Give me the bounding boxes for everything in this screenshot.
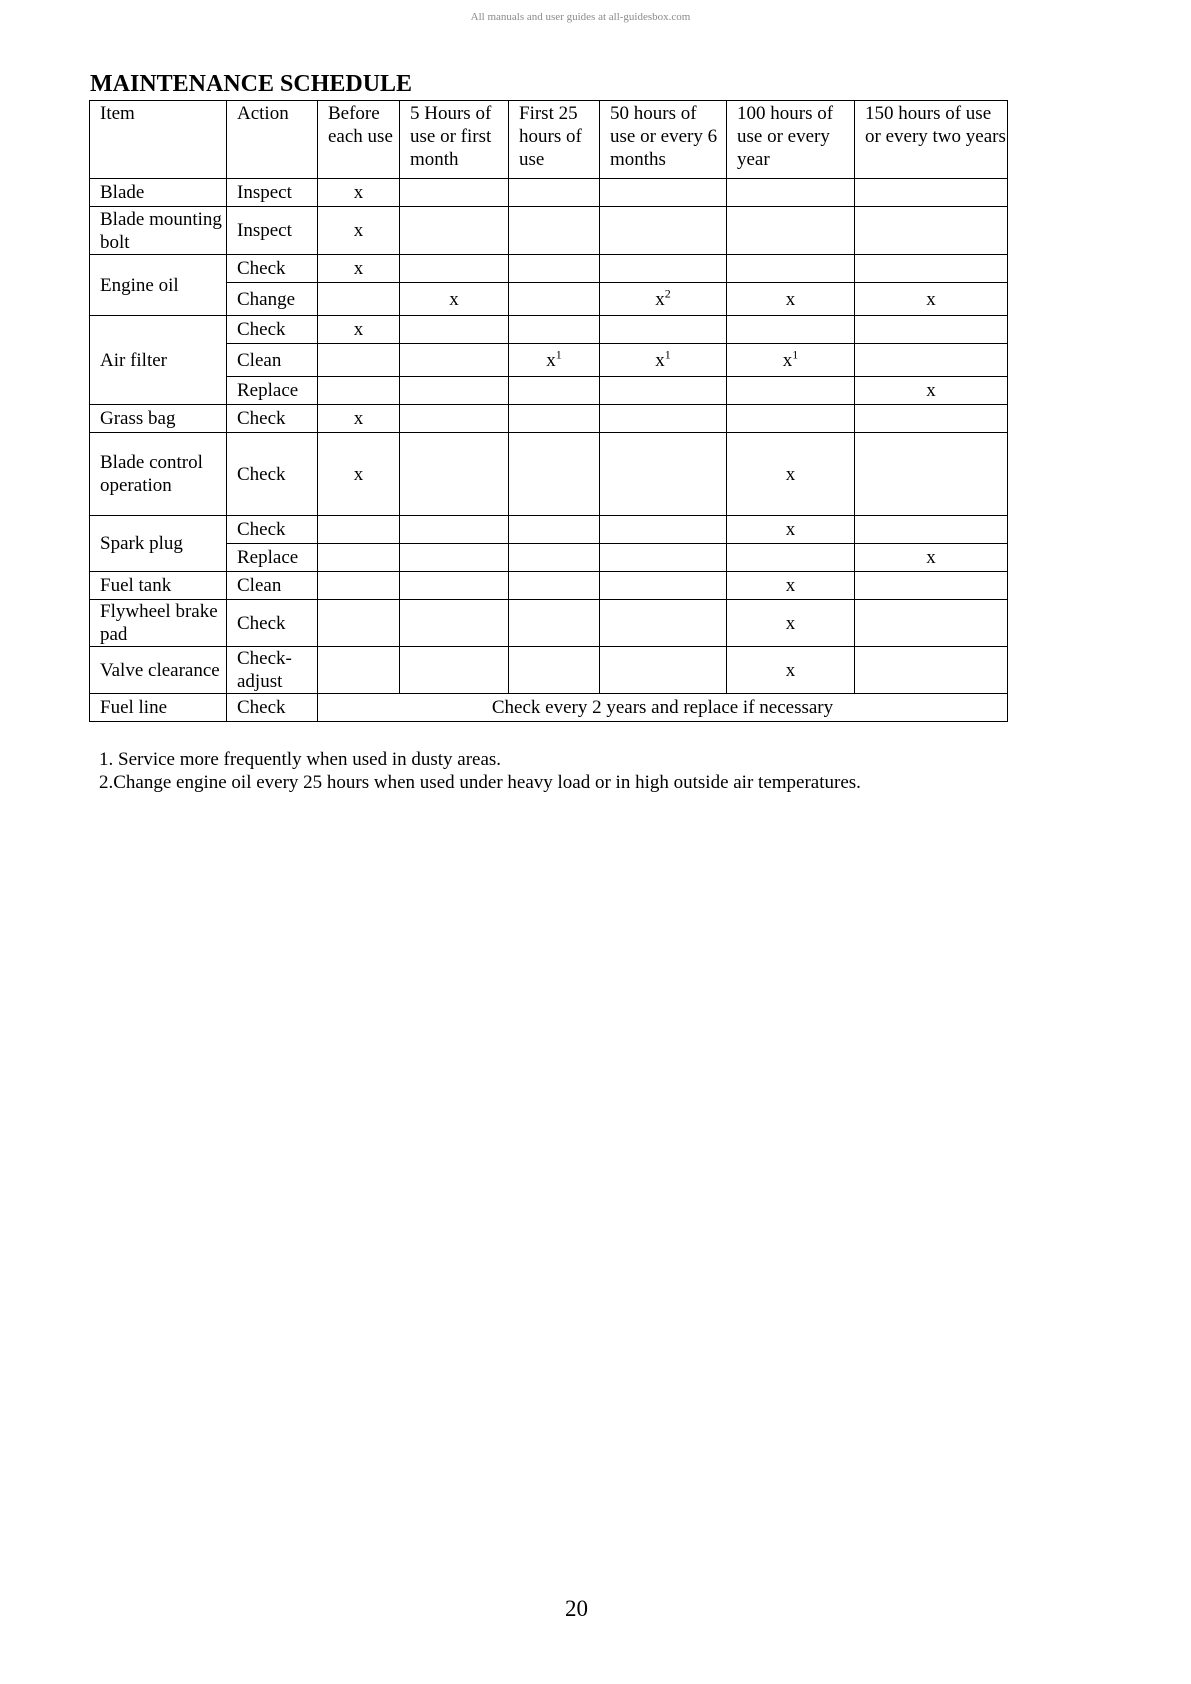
- mark-text: x: [655, 349, 665, 371]
- header-first-25-hours: First 25 hours of use: [509, 101, 600, 179]
- empty-cell: [509, 316, 600, 344]
- empty-cell: [400, 516, 509, 544]
- empty-cell: [855, 405, 1008, 433]
- empty-cell: [318, 647, 400, 694]
- empty-cell: [509, 544, 600, 572]
- empty-cell: [600, 572, 727, 600]
- table-row: [90, 344, 1008, 377]
- empty-cell: [509, 283, 600, 316]
- empty-cell: [400, 647, 509, 694]
- empty-cell: [855, 255, 1008, 283]
- mark-cell: x: [318, 316, 400, 344]
- empty-cell: [600, 405, 727, 433]
- table-row: [90, 600, 1008, 647]
- mark-text: x: [782, 349, 793, 371]
- empty-cell: [318, 516, 400, 544]
- empty-cell: [400, 344, 509, 377]
- empty-cell: [600, 377, 727, 405]
- empty-cell: [727, 544, 855, 572]
- empty-cell: [855, 572, 1008, 600]
- item-cell: Fuel line: [90, 694, 227, 722]
- empty-cell: [600, 600, 727, 647]
- item-cell: Air filter: [90, 316, 227, 405]
- header-before-each-use: Before each use: [318, 101, 400, 179]
- header-row: [90, 101, 1008, 179]
- mark-text: x: [546, 349, 556, 371]
- empty-cell: [600, 516, 727, 544]
- empty-cell: [855, 179, 1008, 207]
- item-cell: Fuel tank: [90, 572, 227, 600]
- empty-cell: [400, 255, 509, 283]
- table-row: [90, 255, 1008, 283]
- action-cell: Replace: [227, 544, 318, 572]
- action-cell: Clean: [227, 572, 318, 600]
- item-cell: Spark plug: [90, 516, 227, 572]
- page-number: 20: [565, 1596, 588, 1621]
- action-cell: Check: [227, 516, 318, 544]
- mark-cell: x: [318, 433, 400, 516]
- action-cell: Check: [227, 316, 318, 344]
- item-cell: Valve clearance: [90, 647, 227, 694]
- mark-cell: x: [318, 405, 400, 433]
- table-row: [90, 179, 1008, 207]
- watermark: All manuals and user guides at all-guidesbox.com: [470, 11, 691, 23]
- item-cell: Grass bag: [90, 405, 227, 433]
- empty-cell: [727, 207, 855, 255]
- empty-cell: [727, 377, 855, 405]
- mark-text: x: [655, 288, 665, 310]
- action-cell: Change: [227, 283, 318, 316]
- mark-cell: [509, 344, 600, 377]
- empty-cell: [318, 544, 400, 572]
- empty-cell: [509, 255, 600, 283]
- action-cell: Clean: [227, 344, 318, 377]
- action-cell: Inspect: [227, 179, 318, 207]
- mark-cell: [727, 344, 855, 377]
- action-cell: Check: [227, 405, 318, 433]
- footnote-ref: 1: [555, 347, 562, 362]
- empty-cell: [400, 405, 509, 433]
- empty-cell: [600, 255, 727, 283]
- empty-cell: [400, 179, 509, 207]
- mark-cell: x: [727, 647, 855, 694]
- empty-cell: [318, 377, 400, 405]
- empty-cell: [318, 600, 400, 647]
- action-cell: Check: [227, 433, 318, 516]
- maintenance-schedule-table: [89, 100, 1008, 722]
- empty-cell: [400, 377, 509, 405]
- action-cell: Check: [227, 255, 318, 283]
- header-5-hours: 5 Hours of use or first month: [400, 101, 509, 179]
- footnote-ref: 1: [664, 347, 671, 362]
- header-item: Item: [90, 101, 227, 179]
- footnote-ref: 1: [792, 347, 799, 362]
- mark-cell: x: [318, 255, 400, 283]
- action-cell: Replace: [227, 377, 318, 405]
- table-row: [90, 433, 1008, 516]
- empty-cell: [855, 433, 1008, 516]
- empty-cell: [855, 207, 1008, 255]
- header-action: Action: [227, 101, 318, 179]
- item-cell: Blade: [90, 179, 227, 207]
- footnote-2: 2.Change engine oil every 25 hours when used under heavy load or in high outside air temperatures.: [99, 772, 861, 793]
- action-cell: Check: [227, 600, 318, 647]
- table-row: [90, 694, 1008, 722]
- empty-cell: [509, 433, 600, 516]
- empty-cell: [600, 207, 727, 255]
- empty-cell: [400, 433, 509, 516]
- mark-cell: x: [318, 207, 400, 255]
- empty-cell: [855, 316, 1008, 344]
- empty-cell: [400, 316, 509, 344]
- empty-cell: [600, 179, 727, 207]
- action-cell: Check: [227, 694, 318, 722]
- empty-cell: [727, 179, 855, 207]
- table-row: [90, 647, 1008, 694]
- mark-cell: x: [855, 283, 1008, 316]
- mark-cell: x: [855, 544, 1008, 572]
- action-cell: Inspect: [227, 207, 318, 255]
- empty-cell: [727, 255, 855, 283]
- footnotes: [99, 748, 861, 794]
- mark-cell: x: [400, 283, 509, 316]
- empty-cell: [509, 377, 600, 405]
- empty-cell: [509, 405, 600, 433]
- item-cell: Flywheel brake pad: [90, 600, 227, 647]
- header-50-hours: 50 hours of use or every 6 months: [600, 101, 727, 179]
- mark-cell: x: [727, 516, 855, 544]
- mark-cell: x: [727, 283, 855, 316]
- item-cell: Blade mounting bolt: [90, 207, 227, 255]
- empty-cell: [600, 316, 727, 344]
- table-row: [90, 405, 1008, 433]
- empty-cell: [318, 283, 400, 316]
- empty-cell: [509, 572, 600, 600]
- mark-cell: x: [727, 433, 855, 516]
- table-row: [90, 207, 1008, 255]
- table-row: [90, 316, 1008, 344]
- table-row: [90, 377, 1008, 405]
- table-row: [90, 572, 1008, 600]
- footnote-1: 1. Service more frequently when used in dusty areas.: [99, 749, 502, 770]
- empty-cell: [509, 516, 600, 544]
- mark-cell: [600, 283, 727, 316]
- empty-cell: [855, 516, 1008, 544]
- empty-cell: [509, 179, 600, 207]
- table-row: [90, 544, 1008, 572]
- empty-cell: [318, 572, 400, 600]
- empty-cell: [727, 316, 855, 344]
- empty-cell: [400, 207, 509, 255]
- empty-cell: [600, 433, 727, 516]
- empty-cell: [400, 572, 509, 600]
- fuel-line-note: Check every 2 years and replace if necessary: [318, 694, 1008, 722]
- empty-cell: [600, 647, 727, 694]
- item-cell: Engine oil: [90, 255, 227, 316]
- empty-cell: [509, 600, 600, 647]
- mark-cell: x: [855, 377, 1008, 405]
- empty-cell: [400, 544, 509, 572]
- page-title: MAINTENANCE SCHEDULE: [90, 71, 413, 97]
- header-150-hours: 150 hours of use or every two years: [855, 101, 1008, 179]
- footnote-ref: 2: [664, 286, 671, 301]
- action-cell: Check-adjust: [227, 647, 318, 694]
- empty-cell: [727, 405, 855, 433]
- item-cell: Blade control operation: [90, 433, 227, 516]
- empty-cell: [855, 600, 1008, 647]
- mark-cell: x: [727, 600, 855, 647]
- empty-cell: [855, 344, 1008, 377]
- empty-cell: [600, 544, 727, 572]
- mark-cell: x: [318, 179, 400, 207]
- empty-cell: [509, 647, 600, 694]
- table-row: [90, 516, 1008, 544]
- empty-cell: [318, 344, 400, 377]
- table-row: [90, 283, 1008, 316]
- empty-cell: [855, 647, 1008, 694]
- header-100-hours: 100 hours of use or every year: [727, 101, 855, 179]
- empty-cell: [509, 207, 600, 255]
- empty-cell: [400, 600, 509, 647]
- mark-cell: x: [727, 572, 855, 600]
- mark-cell: [600, 344, 727, 377]
